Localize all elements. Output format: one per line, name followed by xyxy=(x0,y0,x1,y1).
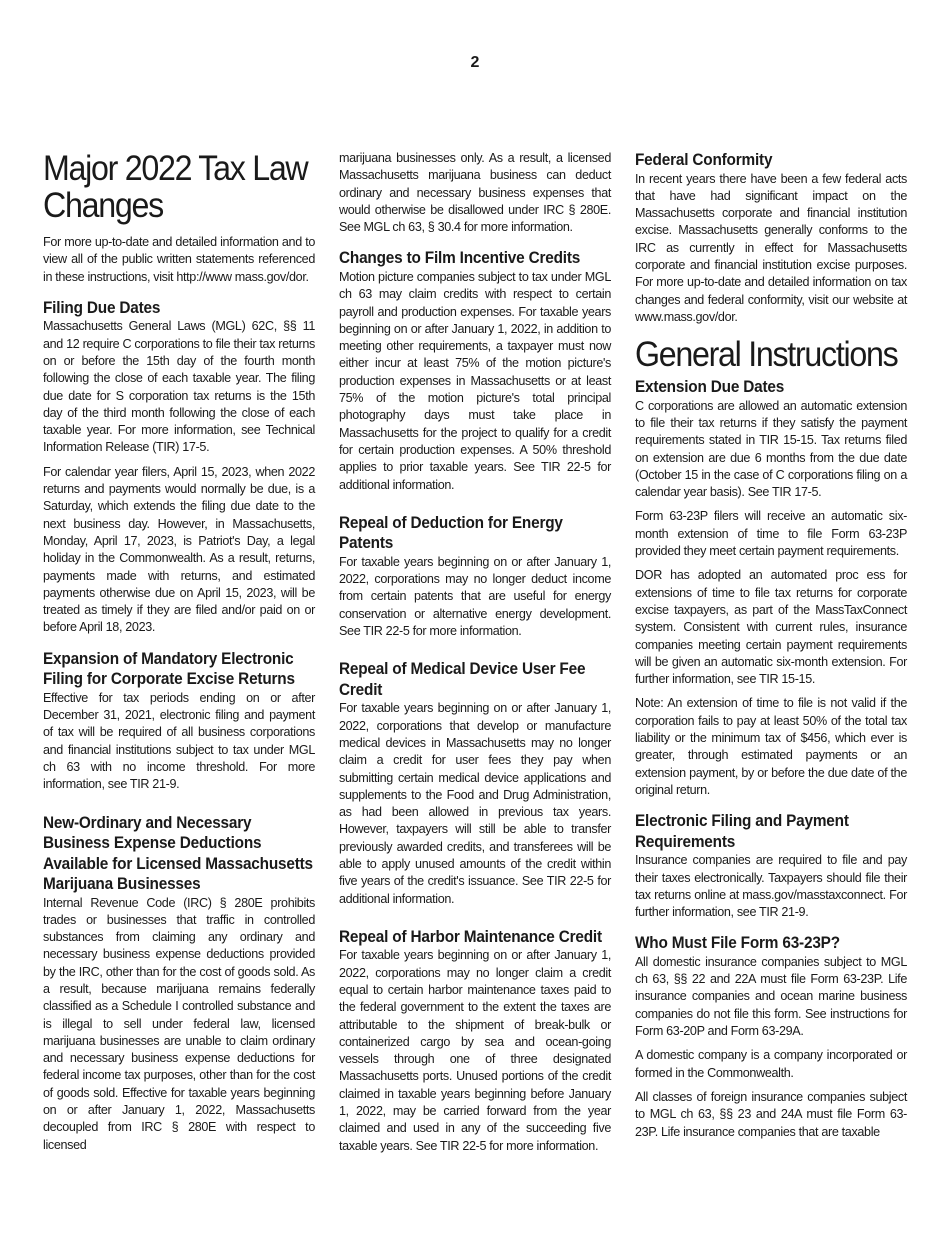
extension-due-dates-heading: Extension Due Dates xyxy=(635,378,785,397)
column-right xyxy=(635,150,907,1141)
federal-conformity-heading: Federal Conformity xyxy=(635,151,773,169)
who-must-file-paragraph-1: All domestic insurance companies subject to MGL ch 63, §§ 22 and 22A must file Form 63-23P. Life insurance companies and ocean marine business companies do not file this form. See instructions for Form 63-20P and Form 63-29A. xyxy=(635,954,907,1039)
column-left xyxy=(43,150,315,1154)
harbor-maintenance-paragraph: For taxable years beginning on or after January 1, 2022, corporations may no longer claim a credit equal to certain harbor maintenance taxes paid to the federal government to the extent the taxes are attributable to the shipment of break-bulk or containerized cargo by sea and ocean-going vessels through one of three designated Massachusetts ports. Unused portions of the credit claimed in taxable years beginning before January 1, 2022, may be carried forward from the year claimed and used in any of the succeeding five taxable years. See TIR 22-5 for more information. xyxy=(339,948,611,1153)
expansion-paragraph: Effective for tax periods ending on or after December 31, 2021, electronic filing and payment of tax will be required of all business corporations and financial institutions subject to tax under MGL ch 63 with no income threshold. For more information, see TIR 21-9. xyxy=(43,690,315,792)
energy-patents-heading: Repeal of Deduction for Energy Patents xyxy=(339,513,563,553)
extension-paragraph-3: DOR has adopted an automated proc ess for extensions of time to file tax returns for corporate excise taxpayers, as part of the MassTaxConnect system. Consistent with current rules, insurance companies meeting certain payment requirements will be given an automatic six-month extension. For further information, see TIR 15-15. xyxy=(635,568,907,687)
medical-device-paragraph: For taxable years beginning on or after January 1, 2022, corporations that develop or manufacture medical devices in Massachusetts may no longer claim a credit for user fees they pay when submitting certain medical device applications and supplements to the Food and Drug Administration, as had been allowed in previous tax years. However, taxpayers will still be able to transfer previously awarded credits, and transferees will be able to apply unused amounts of the credit within five years of the credit's issuance. See TIR 22-5 for additional information. xyxy=(339,701,611,906)
medical-device-heading: Repeal of Medical Device User Fee Credit xyxy=(339,660,586,699)
electronic-filing-paragraph: Insurance companies are required to file and pay their taxes electronically. Taxpayers should file their tax returns online at mass.gov/masstaxconnect. For further information, see TIR 21-9. xyxy=(635,853,907,920)
expansion-heading: Expansion of Mandatory Electronic Filing for Corporate Excise Returns xyxy=(43,649,295,689)
energy-patents-paragraph: For taxable years beginning on or after January 1, 2022, corporations may no longer deduct income from certain patents that are useful for energy conservation or alternative energy development. See TIR 22-5 for more information. xyxy=(339,554,611,639)
page-number: 2 xyxy=(470,54,480,71)
electronic-filing-heading: Electronic Filing and Payment Requirements xyxy=(635,812,849,851)
film-credits-heading: Changes to Film Incentive Credits xyxy=(339,249,581,268)
who-must-file-heading: Who Must File Form 63-23P? xyxy=(635,934,840,953)
filing-paragraph-2: For calendar year filers, April 15, 2023, when 2022 returns and payments would normally be due, is a Saturday, which extends the filing due date to the next business day. However, in Massachusetts, Monday, April 17, 2023, is Patriot's Day, a legal holiday in the Commonwealth. As a result, returns, payments made with returns, and estimated payments otherwise due on April 15, 2023, will be treated as timely if they are filed and/or paid on or before April 18, 2023. xyxy=(43,464,315,635)
extension-paragraph-1: C corporations are allowed an automatic extension to file their tax returns if they satisfy the payment requirements stated in TIR 15-15. Tax returns filed on extension are due 6 months from the due date (October 15 in the case of C corporations filing on a calendar year basis). See TIR 17-5. xyxy=(635,398,907,500)
column-middle xyxy=(339,150,611,1155)
marijuana-paragraph: Internal Revenue Code (IRC) § 280E prohibits trades or businesses that traffic in controlled substances from claiming any ordinary and necessary business expense deductions provided by the IRC, other than for the cost of goods sold. As a result, because marijuana remains federally classified as a Schedule I controlled substance and is illegal to sell under federal law, licensed marijuana businesses are unable to claim ordinary and necessary business expense deductions for federal income tax purposes, other than for the cost of goods sold. Effective for taxable years beginning on or after January 1, 2022, Massachusetts decoupled from IRC § 280E with respect to licensed xyxy=(43,895,315,1152)
general-instructions-title: General Instructions xyxy=(635,335,898,375)
extension-paragraph-2: Form 63-23P filers will receive an automatic six-month extension of time to file Form 63-23P provided they meet certain payment requirements. xyxy=(635,509,907,559)
filing-due-dates-heading: Filing Due Dates xyxy=(43,298,161,317)
extension-note-paragraph: Note: An extension of time to file is not valid if the corporation fails to pay at least 50% of the total tax liability or the minimum tax of $456, which ever is greater, through estimated payments or an extension payment, by or before the due date of the original return. xyxy=(635,696,907,797)
filing-paragraph-1: Massachusetts General Laws (MGL) 62C, §§ 11 and 12 require C corporations to file their tax returns on or before the 15th day of the fourth month following the close of each taxable year. The filing due date for S corporation tax returns is the 15th day of the third month following the close of each taxable year. For more information, see Technical Information Release (TIR) 17-5. xyxy=(43,319,315,455)
major-changes-title: Major 2022 Tax Law Changes xyxy=(43,149,308,225)
who-must-file-paragraph-2: A domestic company is a company incorporated or formed in the Commonwealth. xyxy=(635,1048,907,1080)
film-credits-paragraph: Motion picture companies subject to tax under MGL ch 63 may claim credits with respect to certain payroll and production expenses. For taxable years beginning on or after January 1, 2022, in addition to meeting other requirements, a taxpayer must now either incur at least 75% of the motion picture's production expenses in Massachusetts or at least 75% of the motion picture's total principal photography days must take place in Massachusetts for the project to qualify for a credit for certain production expenses. A 50% threshold applies to prior taxable years. See TIR 22-5 for additional information. xyxy=(339,269,611,492)
who-must-file-paragraph-3: All classes of foreign insurance companies subject to MGL ch 63, §§ 23 and 24A must file Form 63-23P. Life insurance companies that are taxable xyxy=(635,1089,907,1139)
intro-paragraph: For more up-to-date and detailed information and to view all of the public written statements referenced in these instructions, visit http://www mass.gov/dor. xyxy=(43,235,315,284)
federal-conformity-paragraph: In recent years there have been a few federal acts that have had significant impact on the Massachusetts corporate and financial institution excise. Massachusetts generally conforms to the IRC as currently in effect for Massachusetts corporate and financial institution excise purposes. For more up-to-date and detailed information on tax changes and federal conformity, visit our website at www.mass.gov/dor. xyxy=(635,171,907,324)
marijuana-continued-paragraph: marijuana businesses only. As a result, a licensed Massachusetts marijuana business can deduct ordinary and necessary business expenses that would otherwise be disallowed under IRC § 280E. See MGL ch 63, § 30.4 for more information. xyxy=(339,151,611,235)
marijuana-heading: New-Ordinary and Necessary Business Expense Deductions Available for Licensed Massachusetts Marijuana Businesses xyxy=(43,813,313,894)
harbor-maintenance-heading: Repeal of Harbor Maintenance Credit xyxy=(339,927,602,946)
